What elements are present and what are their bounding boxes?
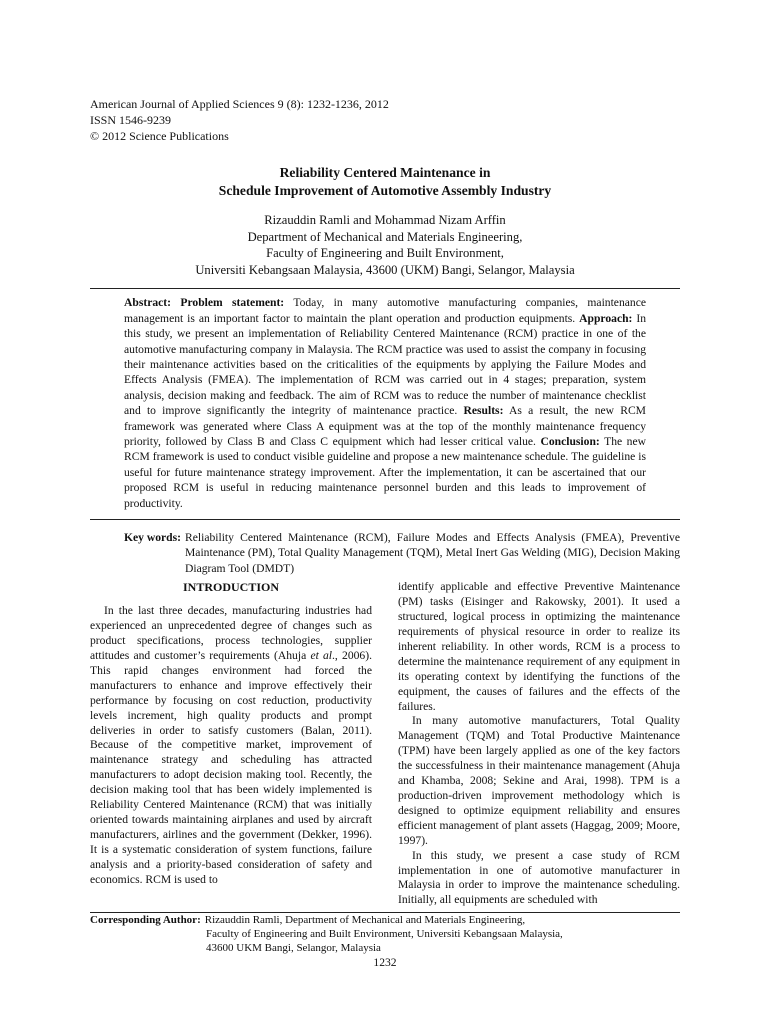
title-line-1: Reliability Centered Maintenance in xyxy=(279,165,491,180)
introduction-heading: INTRODUCTION xyxy=(182,580,279,595)
author-names: Rizauddin Ramli and Mohammad Nizam Arffin xyxy=(264,213,506,227)
intro-p1-etal: et al xyxy=(310,649,333,662)
abstract xyxy=(90,289,680,511)
body-columns xyxy=(90,580,680,908)
author-university: Universiti Kebangsaan Malaysia, 43600 (UKM) Bangi, Selangor, Malaysia xyxy=(195,262,575,277)
copyright: © 2012 Science Publications xyxy=(90,129,229,143)
corresponding-author-line-3: 43600 UKM Bangi, Selangor, Malaysia xyxy=(206,942,381,955)
corresponding-author-line-2: Faculty of Engineering and Built Environment, Universiti Kebangsaan Malaysia, xyxy=(206,928,563,941)
title-line-2: Schedule Improvement of Automotive Assembly Industry xyxy=(218,183,552,198)
intro-paragraph-4: In this study, we present a case study of RCM implementation in one of automotive manufacturer in Malaysia in order to improve the maintenance scheduling. Initially, all equipments are scheduled with xyxy=(398,848,680,907)
keywords-text: Reliability Centered Maintenance (RCM), Failure Modes and Effects Analysis (FMEA), Preventive Maintenance (PM), Total Quality Management (TQM), Metal Inert Gas Welding (MIG), Decision Making Diagram Tool (DMDT) xyxy=(185,531,680,575)
abstract-bottom-rule xyxy=(90,519,680,520)
abstract-label: Abstract: xyxy=(124,296,172,310)
author-faculty: Faculty of Engineering and Built Environment, xyxy=(266,246,504,261)
intro-p1-part-b: ., 2006). This rapid changes environment had forced the manufacturers to enhance and improve effectively their performance by focusing on cost reduction, productivity levels increment, high quality products and prompt deliveries in order to satisfy customers (Balan, 2011). Because of the competitive market, improvement of maintenance strategy and scheduling has attracted manufacturers to adopt decision making tool. Recently, the decision making tool that has been widely implemented is Reliability Centered Maintenance (RCM) that was initially oriented towards maintaining airplanes and used by aircraft manufacturers, airlines and the government (Dekker, 1996). It is a systematic consideration of system functions, failure analysis and a priority-based consideration of safety and economics. RCM is used to xyxy=(90,649,372,886)
corresponding-author-line-1: Rizauddin Ramli, Department of Mechanical and Materials Engineering, xyxy=(204,914,526,927)
intro-p1-part-a: In the last three decades, manufacturing industries had experienced an unprecedented degree of changes such as product specifications, process technologies, supplier attitudes and customer’s requirements (Ahuja xyxy=(90,604,372,662)
paper-title xyxy=(90,164,680,200)
conclusion-text: The new RCM framework is used to conduct visible guideline and propose a new maintenance schedule. The guideline is useful for future maintenance strategy improvement. After the implementation, it can be ascertained that our proposed RCM is useful in reducing maintenance personnel burden and this leads to improvement of productivity. xyxy=(124,435,646,510)
intro-paragraph-1 xyxy=(90,604,372,887)
journal-header xyxy=(90,96,680,144)
author-department: Department of Mechanical and Materials Engineering, xyxy=(247,229,523,244)
results-label: Results: xyxy=(463,404,504,418)
corresponding-author-label: Corresponding Author: xyxy=(90,914,201,927)
approach-label: Approach: xyxy=(579,311,633,325)
keywords-label: Key words: xyxy=(124,531,181,545)
paper-page xyxy=(90,96,680,970)
issn: ISSN 1546-9239 xyxy=(90,113,172,127)
corresponding-author xyxy=(90,913,680,927)
keywords xyxy=(124,530,680,576)
conclusion-label: Conclusion: xyxy=(540,435,600,449)
results-text: As a result, the new RCM framework was generated where Class A equipment was at the top of the monthly maintenance frequency priority, followed by Class B and Class C equipment which had lesser critical value. xyxy=(124,404,646,449)
problem-statement-text: Today, in many automotive manufacturing companies, maintenance management is an important factor to maintain the plant operation and production equipments. xyxy=(124,296,646,325)
left-column xyxy=(90,580,372,908)
page-number: 1232 xyxy=(373,956,397,970)
right-column xyxy=(398,580,680,908)
problem-statement-label: Problem statement: xyxy=(180,296,285,310)
intro-paragraph-3: In many automotive manufacturers, Total Quality Management (TQM) and Total Productive Maintenance (TPM) have been largely applied as one of the key factors the successfulness in their maintenance management (Ahuja and Khamba, 2008; Sekine and Arai, 1998). TPM is a production-driven improvement methodology which is designed to optimize equipment reliability and ensures efficient management of plant assets (Haggag, 2009; Moore, 1997). xyxy=(398,714,680,847)
intro-paragraph-2: identify applicable and effective Preventive Maintenance (PM) tasks (Eisinger and Rakowsky, 2001). It used a structured, logical process in optimizing the maintenance requirements of physical resource in order to realize its inherent reliability. In other words, RCM is a process to determine the maintenance requirement of any equipment in its operating context by identifying the functions of the equipment, the causes of failures and the effects of the failures. xyxy=(398,580,680,713)
approach-text: In this study, we present an implementation of Reliability Centered Maintenance (RCM) practice in one of the automotive manufacturing company in Malaysia. The RCM practice was used to assist the company in focusing their maintenance activities based on the criticalities of the equipments by applying the Failure Modes and Effects Analysis (FMEA). The implementation of RCM was carried out in 4 stages; preparation, system analysis, decision making and feedback. The aim of RCM was to reduce the number of maintenance checklist and to improve significantly the integrity of maintenance practice. xyxy=(124,311,646,418)
author-block xyxy=(90,212,680,278)
journal-citation: American Journal of Applied Sciences 9 (8): 1232-1236, 2012 xyxy=(90,97,389,111)
